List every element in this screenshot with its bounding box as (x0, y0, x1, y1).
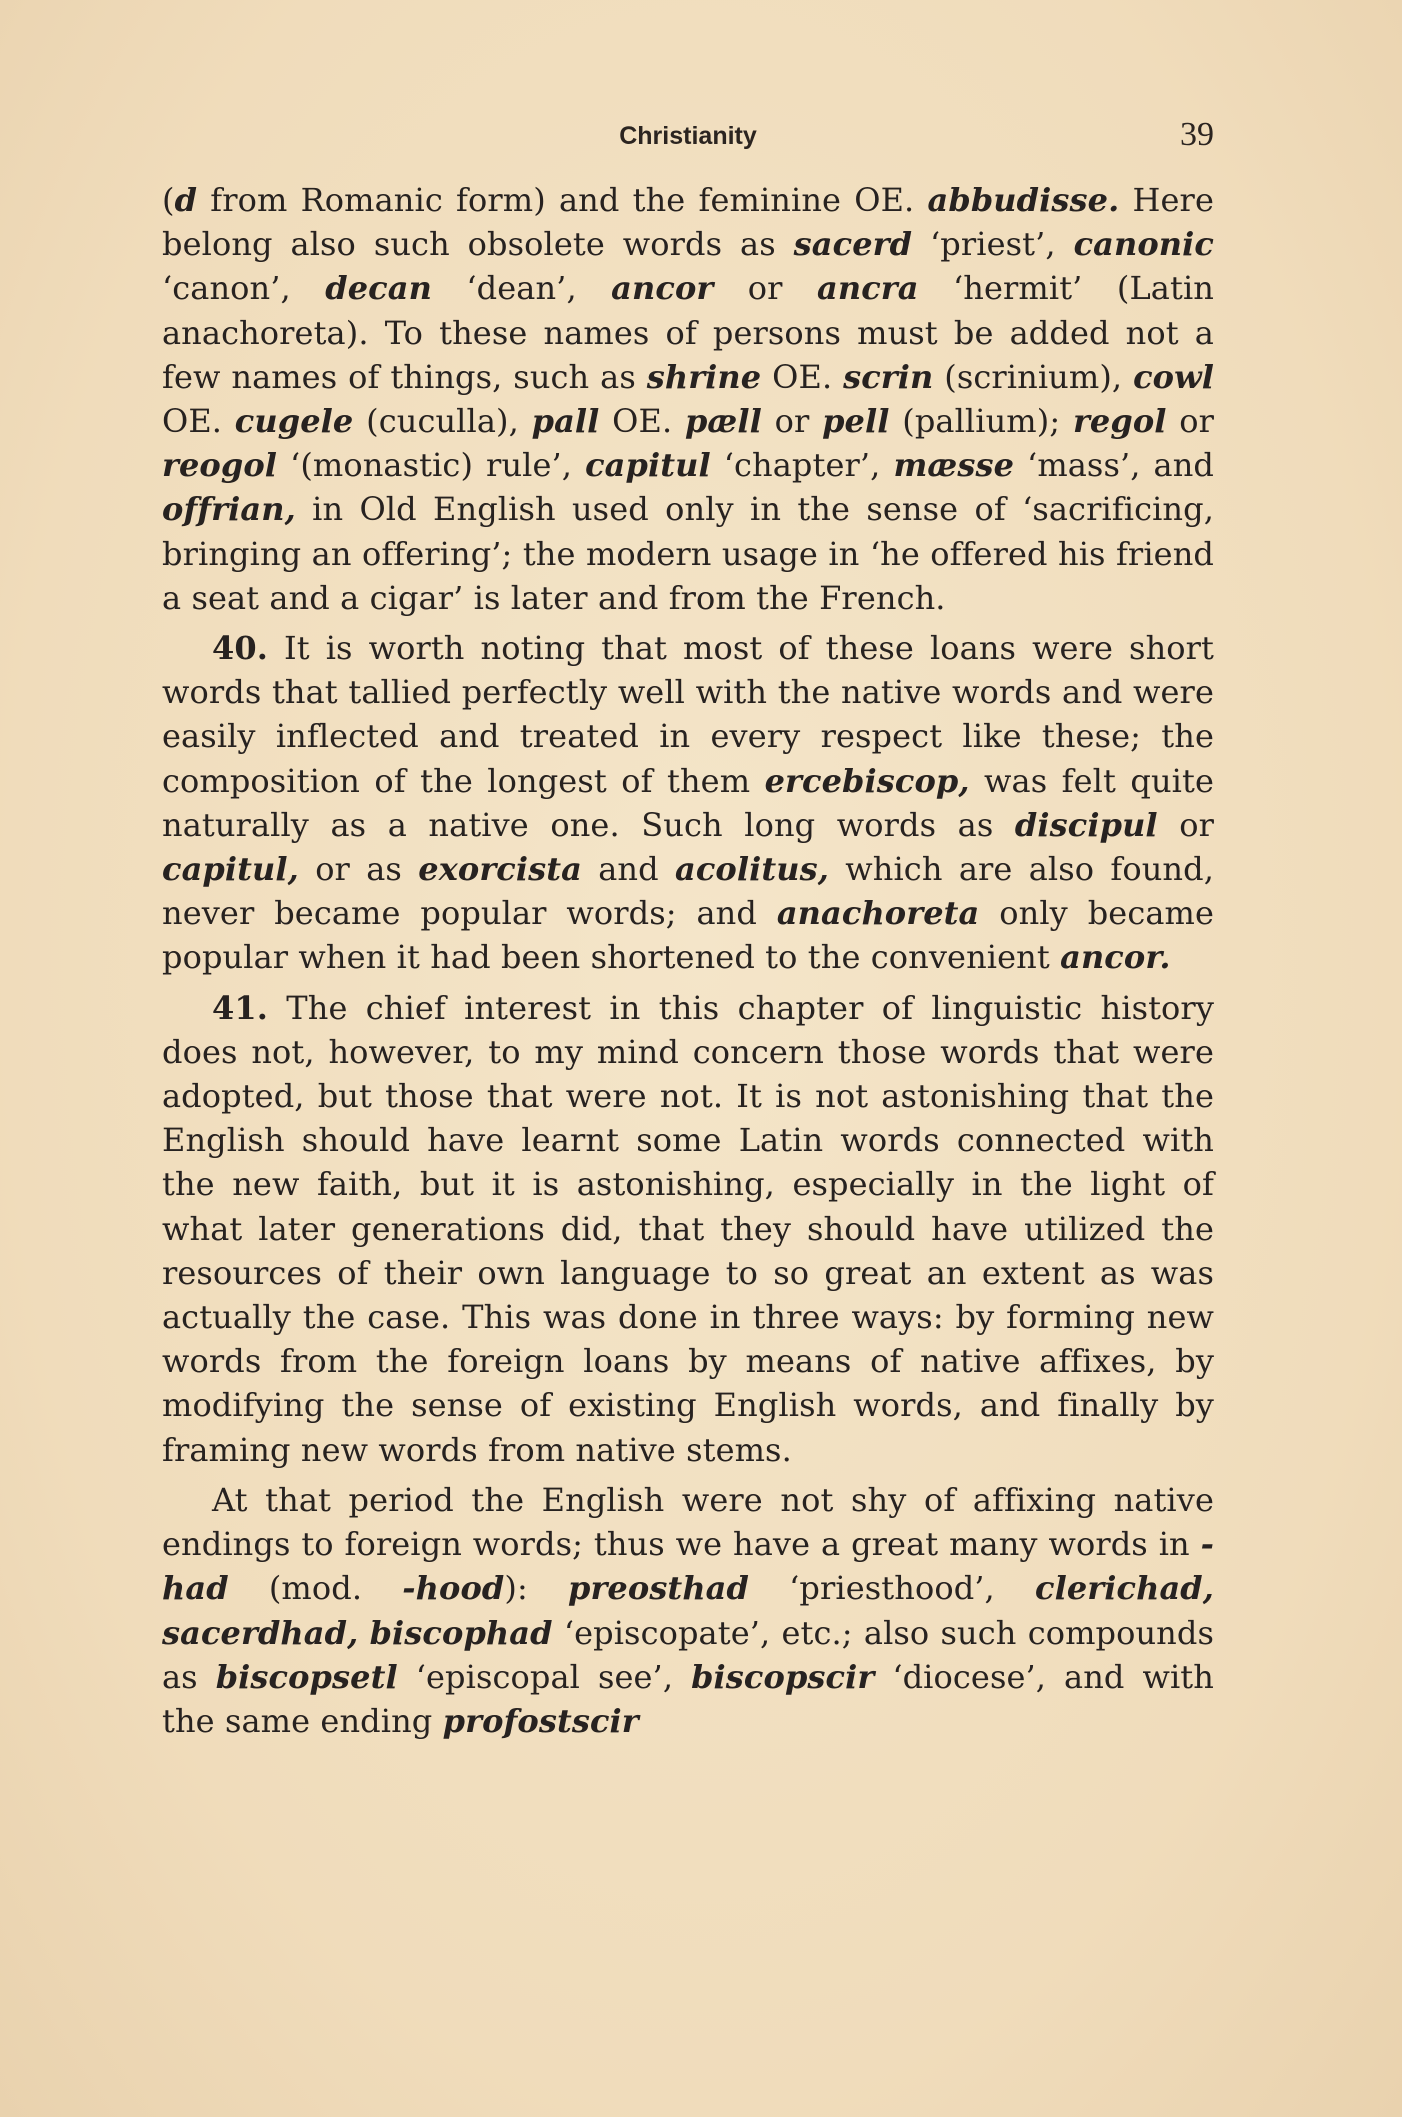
text-run: or (1157, 805, 1214, 844)
italic-term: reogol (162, 446, 278, 485)
text-run: or (761, 402, 823, 441)
italic-term: abbudisse. (927, 181, 1120, 219)
section-number: 40. (212, 629, 268, 668)
text-run: OE. (761, 357, 844, 396)
italic-term: sacerd (793, 225, 913, 264)
italic-term: acolitus, (675, 850, 829, 889)
italic-term: ancor (611, 269, 714, 308)
italic-term: capitul, (162, 850, 299, 889)
text-run: ‘priesthood’, (749, 1569, 1035, 1608)
italic-term: mæsse (893, 446, 1015, 485)
text-run: ‘mass’, and (1014, 446, 1215, 485)
paragraph-41 (162, 986, 1214, 1472)
text-run (358, 1614, 369, 1652)
body-text (162, 178, 1214, 1743)
italic-term: shrine (646, 357, 762, 396)
page-number: 39 (1180, 116, 1214, 153)
text-run: ‘episcopate’, etc.; also such compounds as (162, 1613, 1215, 1696)
italic-term: biscopscir (691, 1657, 875, 1696)
italic-term: anachoreta (776, 894, 980, 933)
text-run: ‘hermit’ (Latin anachoreta). To these names of persons must be added not a few names of things, such as (162, 269, 1214, 396)
italic-term: ercebiscop, (764, 761, 970, 800)
italic-term: offrian, (162, 490, 296, 529)
italic-term: biscophad (369, 1613, 553, 1652)
italic-term: cugele (234, 402, 354, 441)
text-run: ‘canon’, (162, 269, 326, 308)
text-run: ‘chapter’, (710, 446, 894, 485)
text-run: ‘diocese’, and with the same ending (162, 1657, 1214, 1740)
text-run: ‘(monastic) rule’, (277, 446, 586, 485)
italic-term: exorcista (418, 850, 582, 889)
text-run: only became popular when it had been shortened to the convenient (162, 894, 1214, 977)
text-run: (mod. (228, 1569, 403, 1608)
text-run: The chief interest in this chapter of linguistic history does not, however, to my mind concern those words that were adopted, but those that were not. It is not astonishing that the English should have learnt some Latin words connected with the new faith, but it is astonishing, especially in the light of what later generations did, that they should have utilized the resources of their own language to so great an extent as was actually the case. This was done in three ways: by forming new words from the foreign loans by means of native affixes, by modifying the sense of existing English words, and finally by framing new words from native stems. (162, 988, 1214, 1469)
section-number: 41. (212, 988, 268, 1027)
paragraph (162, 1478, 1214, 1743)
italic-term: pell (822, 402, 890, 441)
italic-term: -had (162, 1525, 1214, 1608)
italic-term: cowl (1133, 357, 1215, 396)
text-run: Here belong also such obsolete words as (162, 181, 1214, 264)
text-run: from Romanic form) and the feminine OE. (197, 181, 928, 219)
text-run: ): (504, 1569, 568, 1608)
italic-term: d (174, 181, 198, 219)
text-run: (pallium); (889, 402, 1073, 441)
italic-term: capitul (585, 446, 711, 485)
page-header (162, 116, 1214, 156)
italic-term: ancor. (1060, 938, 1171, 977)
italic-term: profostscir (442, 1701, 639, 1740)
text-run: OE. (599, 402, 685, 441)
text-run: (cuculla), (353, 402, 532, 441)
text-run: ‘episcopal see’, (397, 1657, 692, 1696)
running-head: Christianity (619, 122, 757, 150)
text-run: which are also found, never became popular words; and (162, 850, 1214, 933)
italic-term: pall (531, 402, 600, 441)
italic-term: regol (1072, 402, 1167, 441)
italic-term: canonic (1073, 225, 1215, 264)
italic-term: pæll (684, 402, 762, 441)
text-run: was felt quite naturally as a native one. Such long words as (162, 761, 1214, 844)
paragraph (162, 178, 1214, 620)
italic-term: preosthad (567, 1569, 749, 1608)
italic-term: ancra (817, 269, 919, 308)
text-run: and (581, 850, 675, 889)
text-run: or (713, 269, 817, 308)
italic-term: clerichad, (1034, 1569, 1214, 1608)
text-run: At that period the English were not shy of affixing native endings to foreign words; thus we have a great many words in (162, 1480, 1214, 1564)
paragraph-40 (162, 626, 1214, 980)
italic-term: scrin (843, 357, 934, 396)
italic-term: sacerdhad, (162, 1613, 359, 1652)
text-run: It is worth noting that most of these loans were short words that tallied perfectly well with the native words and were easily inflected and treated in every respect like these; the composition of the longest of them (162, 629, 1214, 800)
text-run: (scrinium), (933, 357, 1134, 396)
text-run: or (1166, 402, 1215, 441)
text-run: ‘priest’, (912, 225, 1074, 264)
italic-term: biscopsetl (215, 1657, 398, 1696)
italic-term: -hood (402, 1569, 505, 1608)
text-run: or as (298, 850, 419, 889)
text-run: ‘dean’, (431, 269, 612, 308)
text-run: in Old English used only in the sense of ‘sacrificing, bringing an offering’; the modern usage in ‘he offered his friend a seat and a cigar’ is later and from the French. (162, 490, 1214, 617)
italic-term: decan (325, 269, 432, 308)
text-run: OE. (162, 402, 235, 441)
italic-term: discipul (1014, 805, 1158, 844)
text-run: ( (162, 181, 175, 219)
